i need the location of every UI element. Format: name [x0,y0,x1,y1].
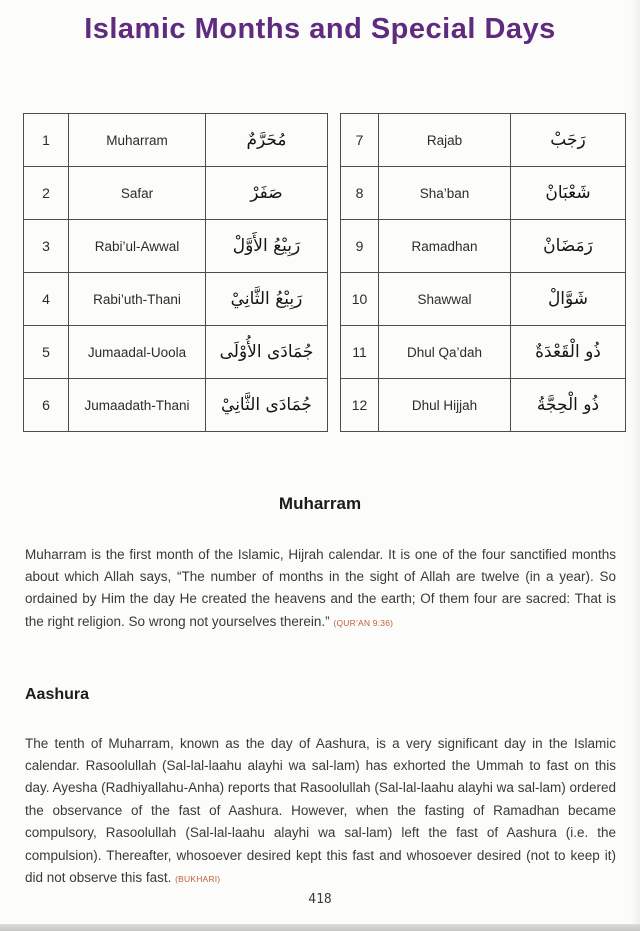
month-row [24,273,328,326]
page-title: Islamic Months and Special Days [84,13,556,45]
month-row [341,273,626,326]
month-arabic: جُمَادَى الثَّانِيْ [206,379,328,432]
month-number: 1 [24,114,69,167]
month-number: 8 [341,167,379,220]
paragraph-aashura [25,733,616,891]
month-row [341,114,626,167]
month-name: Rabi’ul-Awwal [69,220,206,273]
month-number: 2 [24,167,69,220]
month-arabic: مُحَرَّمٌ [206,114,328,167]
month-number: 10 [341,273,379,326]
month-row [341,379,626,432]
page-edge-shadow-bottom [0,924,640,931]
month-number: 12 [341,379,379,432]
month-row [24,326,328,379]
month-arabic: رَجَبْ [511,114,626,167]
month-arabic: ذُو الْقَعْدَةٌ [511,326,626,379]
month-number: 3 [24,220,69,273]
month-arabic: شَعْبَانْ [511,167,626,220]
month-name: Dhul Qa’dah [379,326,511,379]
months-table-left [23,113,328,432]
citation-bukhari: (BUKHARI) [175,873,221,884]
month-name: Ramadhan [379,220,511,273]
month-row [24,114,328,167]
paragraph-aashura-text: The tenth of Muharram, known as the day of Aashura, is a very significant day in the Islamic calendar. Rasoolullah (Sal-lal-laahu alayhi wa sal-lam) has exhorted the Ummah to fast on this day. Ayesha (Radhiyallahu-Anha) reports that Rasoolullah (Sal-lal-laahu alayhi wa sal-lam) ordered the observance of the fast of Aashura. However, when the fasting of Ramadhan became compulsory, Rasoolullah (Sal-lal-laahu alayhi wa sal-lam) left the fast of Aashura (i.e. the compulsion). Thereafter, whosoever desired kept this fast and whosoever desired (not to keep it) did not observe this fast. [25,735,616,885]
section-heading-muharram: Muharram [278,494,362,513]
month-name: Sha’ban [379,167,511,220]
month-arabic: ذُو الْحِجَّةُ [511,379,626,432]
month-name: Jumaadal-Uoola [69,326,206,379]
month-arabic: رَبِيْعُ الأَوَّلْ [206,220,328,273]
citation-quran: (QUR’AN 9:36) [333,617,394,628]
month-row [341,167,626,220]
month-number: 5 [24,326,69,379]
month-arabic: شَوَّالْ [511,273,626,326]
paragraph-muharram [25,544,616,635]
month-arabic: رَبِيْعُ الثَّانِيْ [206,273,328,326]
month-name: Safar [69,167,206,220]
month-number: 11 [341,326,379,379]
months-table-right [340,113,626,432]
paragraph-muharram-text: Muharram is the first month of the Islamic, Hijrah calendar. It is one of the four sanctified months about which Allah says, “The number of months in the sight of Allah are twelve (in a year). So ordained by Him the day He created the heavens and the earth; Of them four are sacred: That is the right religion. So wrong not yourselves therein.” [25,546,616,629]
month-row [24,379,328,432]
month-number: 4 [24,273,69,326]
month-name: Shawwal [379,273,511,326]
page-edge-shadow-right [630,0,640,931]
month-number: 7 [341,114,379,167]
section-heading-aashura: Aashura [25,686,90,703]
page-number: 418 [308,892,332,907]
month-name: Rajab [379,114,511,167]
month-row [24,167,328,220]
month-number: 6 [24,379,69,432]
month-arabic: رَمَضَانْ [511,220,626,273]
month-row [24,220,328,273]
month-row [341,326,626,379]
month-name: Jumaadath-Thani [69,379,206,432]
month-name: Muharram [69,114,206,167]
month-arabic: جُمَادَى الأُوْلَى [206,326,328,379]
month-name: Dhul Hijjah [379,379,511,432]
month-row [341,220,626,273]
month-name: Rabi’uth-Thani [69,273,206,326]
month-number: 9 [341,220,379,273]
month-arabic: صَفَرْ [206,167,328,220]
